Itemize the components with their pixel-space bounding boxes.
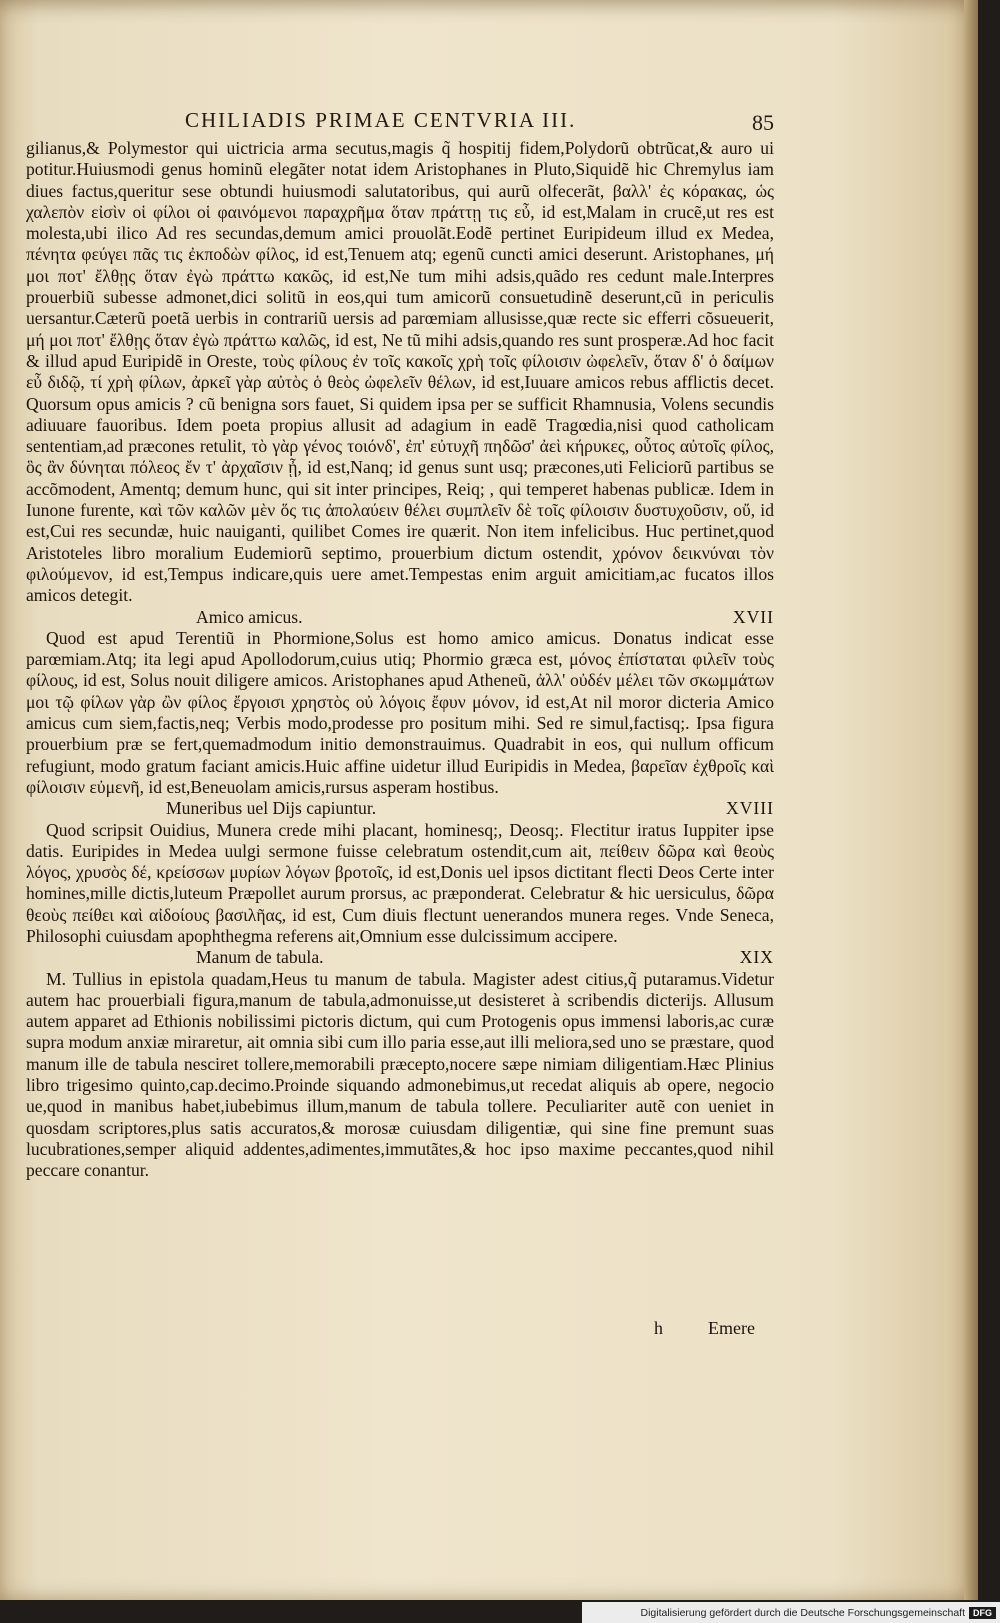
adage-title: Manum de tabula. xyxy=(196,947,324,968)
adage-title: Amico amicus. xyxy=(196,606,303,627)
paragraph-muneribus: Quod scripsit Ouidius, Munera crede mihi placant, hominesq;, Deosq;. Flectitur iratus Iuppiter ipse datis. Euripides in Medea uulgi sermone fuisse celebratum ostendit,cum ait, πείθειν δῶρα καὶ θεοὺς λόγος, χρυσὸς δέ, κρείσσων μυρίων λόγων βροτοῖς, id est,Donis uel ipsos dictitant flecti Deos Certe inter homines,mille dictis,luteum Præpollet aurum prorsus, ac præponderat. Celebratur & hic uersiculus, δῶρα θεοὺς πείθει καὶ αἰδοίους βασιλῆας, id est, Cum diuis flectunt uenerandos munera reges. Vnde Seneca, Philosophi cuiusdam apophthegma referens ait,Omnium esse dulcissimum accipere. xyxy=(26,819,774,946)
dfg-logo: DFG xyxy=(969,1607,996,1619)
adage-number: XIX xyxy=(739,947,774,968)
signature-mark: h xyxy=(654,1318,663,1338)
paragraph-continuation: gilianus,& Polymestor qui uictricia arma secutus,magis q̃ hospitij fidem,Polydorũ obtrũcat,& auro ui potitur.Huiusmodi genus hominũ elegãter notat idem Aristophanes in Pluto,Siquidẽ hic Chremylus iam diues factus,queritur sese obtundi huiusmodi salutatoribus, qui aurũ olfecerãt, βαλλ' ἐς κόρακας, ὡς χαλεπὸν εἰσὶν οἱ φίλοι οἱ φαινόμενοι παραχρῆμα ὅταν πράττῃ τις εὖ, id est,Malam in crucẽ,ut res est molesta,ubi ilico Ad res secundas,demum amici prouolãt.Eodẽ pertinet Euripideum illud ex Medea, πένητα φεύγει πᾶς τις ἐκποδὼν φίλος, id est,Tenuem atq; egenũ cuncti amici deserunt. Aristophanes, μή μοι ποτ' ἔλθῃς ὅταν ἐγὼ πράττω κακῶς, id est,Ne tum mihi adsis,quãdo res cedunt male.Interpres prouerbiũ subesse admonet,dici solitũ in eos,qui tum amicorũ consuetudinẽ deserunt,cũ in periculis uersantur.Cæterũ poetã uerbis in contrariũ uersis ad parœmiam allusisse,quæ recte sic efferri cõsueuerit, μή μοι ποτ' ἔλθῃς ὅταν ἐγὼ πράττω καλῶς, id est, Ne tũ mihi adsis,quando res sunt prosperæ.Ad hoc facit & illud apud Euripidẽ in Oreste, τοὺς φίλους ἐν τοῖς κακοῖς χρὴ τοῖς φίλοισιν ὠφελεῖν, ὅταν δ' ὁ δαίμων εὖ διδῷ, τί χρὴ φίλων, ἀρκεῖ γὰρ αὐτὸς ὁ θεὸς ὠφελεῖν θέλων, id est,Iuuare amicos rebus afflictis decet. Quorsum opus amicis ? cũ benigna sors fauet, Si quidem ipsa per se sufficit Rhamnusia, Volens secundis adiuuare fauoribus. Idem poeta propius allusit ad adagium in eadẽ Tragœdia,nisi quod catholicam sententiam,ad præcones retulit, τὸ γὰρ γένος τοιόνδ', ἐπ' εὐτυχῆ πηδῶσ' ἀεὶ κήρυκες, οὗτος αὐτοῖς φίλος, ὃς ἂν δύνηται πόλεος ἔν τ' ἀρχαῖσιν ᾖ, id est,Nanq; id genus sunt usq; præcones,uti Feliciorũ partibus se accõmodent, Amentq; demum hunc, qui sit inter principes, Reiq; , qui temperet habenas publicæ. Idem in Iunone furente, καὶ τῶν καλῶν μὲν ὅς τις ἀπολαύειν θέλει συμπλεῖν δὲ τοῖς φίλοισιν δυστυχοῦσιν, οὔ, id est,Cui res secundæ, huic nauiganti, quilibet Comes ire quærit. Non item infelicibus. Huc pertinet,quod Aristoteles libro moralium Eudemiorũ septimo, prouerbium dictum ostendit, χρόνον δεικνύναι τὸν φιλούμενον, id est,Tempus indicare,quis uere amet.Tempestas enim arguit amicitiam,ac fucatos illos amicos detegit. xyxy=(26,138,774,606)
main-text-column xyxy=(26,138,774,1182)
catchword: Emere xyxy=(708,1318,755,1338)
adage-heading-xix xyxy=(26,947,774,968)
digitization-credit-bar xyxy=(582,1602,1000,1623)
paragraph-manum-de-tabula: M. Tullius in epistola quadam,Heus tu manum de tabula. Magister adest citius,q̃ putaramus.Videtur autem hac prouerbiali figura,manum de tabula,admonuisse,ut desisteret à scribendis dicterijs. Allusum autem apparet ad Ethionis nobilissimi pictoris dictum, qui cum Protogenis opus immensi laboris,ac curæ supra modum anxiæ miraretur, ait omnia sibi cum illo paria esse,aut illi meliora,sed uno se præstare, quod manum ille de tabula nesciret tollere,memorabili præcepto,nocere sæpe nimiam diligentiam.Hæc Plinius libro trigesimo quinto,cap.decimo.Proinde siquando admonebimus,ut recedat aliquis ab opere, negocio ue,quod in manibus habet,iubebimus illum,manum de tabula tollere. Peculiariter autẽ con ueniet in quosdam scriptores,plus satis accuratos,& morosæ cuiusdam diligentiæ, qui sine fine premunt suas lucubrationes,semper aliquid addentes,adimentes,immutãtes,& hoc ipso maxime peccantes,quod nihil peccare conantur. xyxy=(26,968,774,1181)
page-edge xyxy=(964,0,978,1600)
running-title: CHILIADIS PRIMAE CENTVRIA III. xyxy=(185,108,577,132)
page-foot xyxy=(0,1318,978,1344)
adage-heading-xviii xyxy=(26,798,774,819)
folio-number: 85 xyxy=(752,110,774,135)
adage-number: XVII xyxy=(732,606,774,627)
adage-title: Muneribus uel Dijs capiuntur. xyxy=(166,798,377,819)
adage-number: XVIII xyxy=(726,798,774,819)
credit-text: Digitalisierung gefördert durch die Deutsche Forschungsgemeinschaft xyxy=(640,1606,965,1619)
adage-heading-xvii xyxy=(26,607,774,628)
paragraph-amico-amicus: Quod est apud Terentiũ in Phormione,Solus est homo amico amicus. Donatus indicat esse parœmiam.Atq; ita legi apud Apollodorum,cuius utiq; Phormio græca est, μόνος ἐπίσταται φιλεῖν τοὺς φίλους, id est, Solus nouit diligere amicos. Aristophanes apud Atheneũ, ἀλλ' οὐδέν μέλει τῶν σκωμμάτων μοι τῷ φίλων γὰρ ὢν φίλος ἔργοισι χρηστὸς οὐ λόγοις ἔφυν μόνον, id est,At nil moror dicteria Amico amicus cum siem,factis,neq; Verbis modo,prodesse pro positum mihi. Sed re simul,factisq;. Ipsa figura prouerbium præ se fert,quemadmodum initio demonstrauimus. Quadrabit in eos, qui nullum officum refugiunt, modo gratum faciant amicis.Huic affine uidetur illud Euripidis in Medea, βαρεῖαν ἐχθροῖς καὶ φίλοισιν εὐμενῆ, id est,Beneuolam amicis,rursus asperam hostibus. xyxy=(26,627,774,797)
page-header xyxy=(0,108,978,138)
